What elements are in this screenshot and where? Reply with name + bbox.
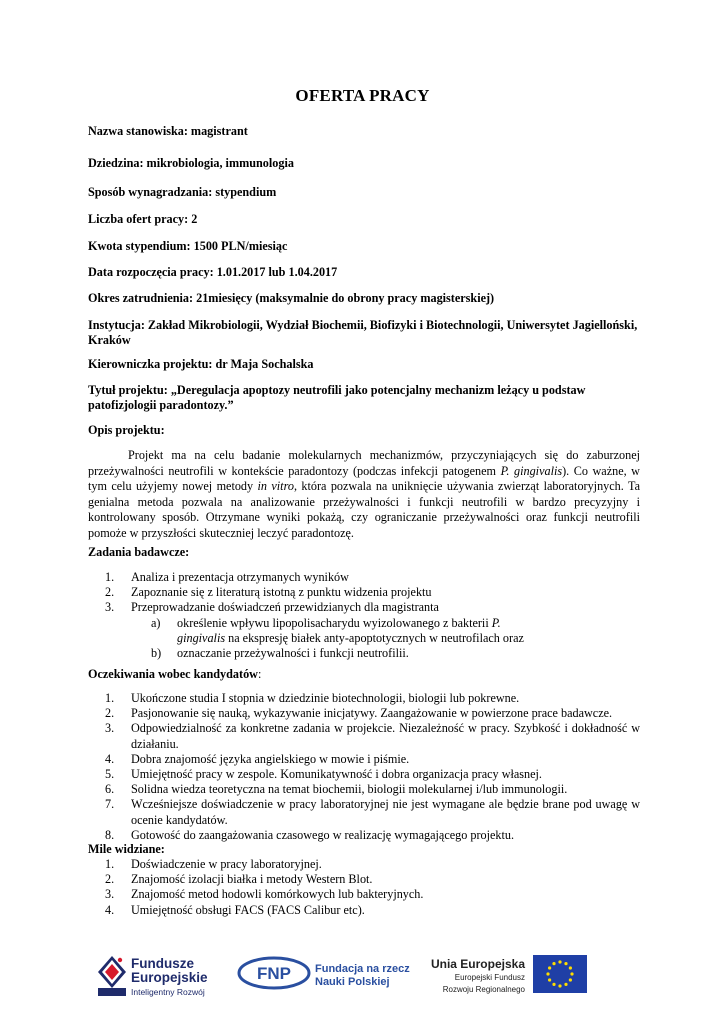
field-sposob-wynagradzania: Sposób wynagradzania: stypendium: [88, 185, 277, 199]
list-item: 1. Ukończone studia I stopnia w dziedzinie biotechnologii, biologii lub pokrewne.: [105, 691, 520, 705]
oczekiwania-heading: Oczekiwania wobec kandydatów:: [88, 667, 262, 681]
unia-europejska-text: Unia Europejska Europejski Fundusz Rozwoju Regionalnego: [430, 957, 525, 994]
eu-star-icon: [552, 983, 555, 986]
field-data-rozpoczecia: Data rozpoczęcia pracy: 1.01.2017 lub 1.04.2017: [88, 265, 338, 279]
svg-text:FNP: FNP: [257, 964, 291, 983]
field-kierowniczka: Kierowniczka projektu: dr Maja Sochalska: [88, 357, 314, 371]
list-item: 3. Odpowiedzialność za konkretne zadania w projekcie. Niezależność w pracy. Szybkość i dokładność w działaniu.: [105, 721, 640, 751]
eu-star-icon: [564, 962, 567, 965]
opis-text-1: Projekt ma na celu badanie molekularnych mechanizmów, przyczyniających się do zaburzonej przeżywalności neutrofili w kontekście paradontozy (podczas infekcji patogenem: [88, 448, 640, 478]
field-tytul-projektu: Tytuł projektu: „Deregulacja apoptozy neutrofili jako potencjalny mechanizm leżący u podstaw patofizjologii paradontozy.”: [88, 383, 586, 413]
document-title: OFERTA PRACY: [295, 86, 430, 105]
list-item: 6. Solidna wiedza teoretyczna na temat biochemii, biologii molekularnej i/lub immunologii.: [105, 782, 568, 797]
opis-italic-1: P. gingivalis: [500, 463, 563, 478]
fnp-logo-icon: [236, 955, 312, 991]
mile-widziane-heading: Mile widziane:: [88, 842, 165, 856]
opis-italic-2: in vitro: [257, 479, 294, 494]
eu-star-icon: [552, 962, 555, 965]
list-item: 2. Znajomość izolacji białka i metody Western Blot.: [105, 872, 373, 887]
fnp-text: Fundacja na rzecz Nauki Polskiej: [315, 963, 410, 988]
field-instytucja: Instytucja: Zakład Mikrobiologii, Wydział Biochemii, Biofizyki i Biotechnologii, Uniwersytet Jagielloński, Kraków: [88, 318, 638, 348]
oczekiwania-list: [88, 691, 640, 843]
field-kwota-stypendium: Kwota stypendium: 1500 PLN/miesiąc: [88, 239, 288, 253]
list-item: 7. Wcześniejsze doświadczenie w pracy laboratoryjnej nie jest wymagane ale będzie brane pod uwagę w ocenie kandydatów.: [105, 797, 640, 827]
opis-heading: Opis projektu:: [88, 423, 165, 437]
eu-star-icon: [569, 978, 572, 981]
list-item: 4. Umiejętność obsługi FACS (FACS Calibur etc).: [105, 902, 365, 917]
list-item: 8. Gotowość do zaangażowania czasowego w realizację wymagającego projektu.: [105, 827, 515, 842]
eu-star-icon: [564, 983, 567, 986]
eu-star-icon: [569, 966, 572, 969]
mile-widziane-list: [88, 857, 640, 918]
opis-text-3: , która pozwala na uniknięcie używania zwierząt laboratoryjnych. Ta genialna metoda pozwala na analizowanie przeżywalności i funkcji neutrofili w bardzo precyzyjny i kontrolowany sposób. Otrzymane wyniki pokażą, czy ograniczanie przeżywalności oraz funkcji neutrofili pomoże w przyszłości skuteczniej leczyć paradontozę.: [88, 479, 640, 540]
sublist-item-a: a) określenie wpływu lipopolisacharydu wyizolowanego z bakterii P. gingivalis na ekspresję białek anty-apoptotycznych w neutrofilach oraz: [151, 615, 524, 645]
eu-star-icon: [570, 972, 573, 975]
zadania-sublist: [131, 616, 640, 662]
fundusze-europejskie-text: Fundusze Europejskie Inteligentny Rozwój: [131, 956, 208, 997]
list-item: 3. Przeprowadzanie doświadczeń przewidzianych dla magistranta a) określenie wpływu lipopolisacharydu wyizolowanego z bakterii P. gingivalis na ekspresję białek anty-apoptotycznych w neutrofilach oraz b) oznaczanie przeżywalności i funkcji neutrofilii.: [88, 600, 640, 661]
sublist-item-b: b) oznaczanie przeżywalności i funkcji neutrofilii.: [151, 646, 409, 661]
fundusze-europejskie-logo-icon: [96, 952, 128, 996]
list-item: 2. Zapoznanie się z literaturą istotną z punktu widzenia projektu: [105, 585, 432, 600]
field-dziedzina: Dziedzina: mikrobiologia, immunologia: [88, 156, 294, 170]
opis-paragraph: [88, 448, 640, 542]
zadania-list: [88, 570, 640, 661]
field-liczba-ofert: Liczba ofert pracy: 2: [88, 212, 198, 226]
field-okres-zatrudnienia: Okres zatrudnienia: 21miesięcy (maksymalnie do obrony pracy magisterskiej): [88, 291, 495, 305]
list-item: 5. Umiejętność pracy w zespole. Komunikatywność i dobra organizacja pracy własnej.: [105, 767, 542, 782]
zadania-heading: Zadania badawcze:: [88, 545, 190, 559]
eu-star-icon: [558, 960, 561, 963]
eu-star-icon: [548, 966, 551, 969]
eu-star-icon: [548, 978, 551, 981]
list-item: 3. Znajomość metod hodowli komórkowych lub bakteryjnych.: [105, 887, 424, 902]
field-nazwa-stanowiska: Nazwa stanowiska: magistrant: [88, 124, 248, 138]
eu-star-icon: [546, 972, 549, 975]
list-item: 1. Analiza i prezentacja otrzymanych wyników: [105, 570, 349, 584]
list-item: 2. Pasjonowanie się nauką, wykazywanie inicjatywy. Zaangażowanie w powierzone prace badawcze.: [105, 706, 613, 721]
list-item: 4. Dobra znajomość języka angielskiego w mowie i piśmie.: [105, 751, 410, 766]
list-item: 1. Doświadczenie w pracy laboratoryjnej.: [105, 857, 322, 871]
eu-flag-icon: [533, 955, 587, 993]
opis-text-2: ). Co ważne, w tym celu użyjemy nowej metody: [88, 463, 640, 494]
eu-star-icon: [558, 984, 561, 987]
